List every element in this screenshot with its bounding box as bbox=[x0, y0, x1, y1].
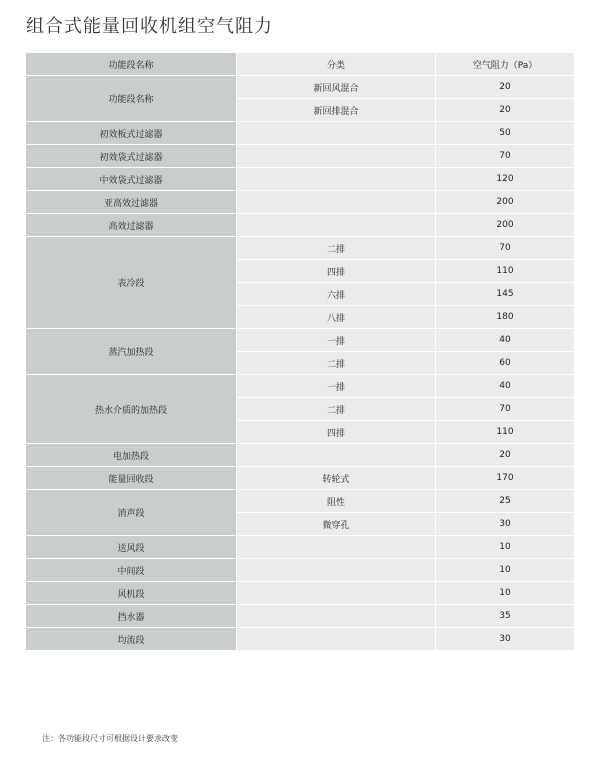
air-resistance-cell: 70 bbox=[436, 237, 575, 260]
air-resistance-cell: 40 bbox=[436, 329, 575, 352]
table-row bbox=[26, 536, 575, 559]
category-cell: 二排 bbox=[237, 398, 436, 421]
category-cell: 二排 bbox=[237, 237, 436, 260]
air-resistance-cell: 20 bbox=[436, 444, 575, 467]
function-section-name: 表冷段 bbox=[26, 237, 237, 329]
table-row bbox=[26, 467, 575, 490]
category-cell bbox=[237, 444, 436, 467]
air-resistance-cell: 35 bbox=[436, 605, 575, 628]
category-cell bbox=[237, 145, 436, 168]
air-resistance-cell: 20 bbox=[436, 99, 575, 122]
category-cell bbox=[237, 122, 436, 145]
category-cell bbox=[237, 628, 436, 651]
air-resistance-cell: 50 bbox=[436, 122, 575, 145]
function-section-name: 均流段 bbox=[26, 628, 237, 651]
air-resistance-cell: 120 bbox=[436, 168, 575, 191]
footnote: 注：各功能段尺寸可根据设计要求改变 bbox=[42, 734, 178, 743]
category-cell bbox=[237, 536, 436, 559]
air-resistance-cell: 200 bbox=[436, 214, 575, 237]
category-cell: 一排 bbox=[237, 329, 436, 352]
table-row bbox=[26, 582, 575, 605]
function-section-name: 蒸汽加热段 bbox=[26, 329, 237, 375]
category-cell: 一排 bbox=[237, 375, 436, 398]
function-section-name: 挡水器 bbox=[26, 605, 237, 628]
table-row bbox=[26, 145, 575, 168]
header-function-section: 功能段名称 bbox=[26, 53, 237, 76]
table-row bbox=[26, 168, 575, 191]
air-resistance-cell: 200 bbox=[436, 191, 575, 214]
air-resistance-cell: 170 bbox=[436, 467, 575, 490]
table-row bbox=[26, 329, 575, 352]
category-cell: 六排 bbox=[237, 283, 436, 306]
table-row bbox=[26, 490, 575, 513]
function-section-name: 能量回收段 bbox=[26, 467, 237, 490]
function-section-name: 送风段 bbox=[26, 536, 237, 559]
air-resistance-cell: 180 bbox=[436, 306, 575, 329]
air-resistance-cell: 110 bbox=[436, 260, 575, 283]
air-resistance-cell: 40 bbox=[436, 375, 575, 398]
table-row bbox=[26, 444, 575, 467]
air-resistance-cell: 70 bbox=[436, 145, 575, 168]
air-resistance-cell: 110 bbox=[436, 421, 575, 444]
category-cell bbox=[237, 168, 436, 191]
page-title: 组合式能量回收机组空气阻力 bbox=[26, 16, 273, 37]
category-cell: 八排 bbox=[237, 306, 436, 329]
function-section-name: 消声段 bbox=[26, 490, 237, 536]
air-resistance-cell: 10 bbox=[436, 559, 575, 582]
function-section-name: 高效过滤器 bbox=[26, 214, 237, 237]
table-row bbox=[26, 122, 575, 145]
air-resistance-table bbox=[25, 52, 575, 651]
category-cell bbox=[237, 582, 436, 605]
function-section-name: 电加热段 bbox=[26, 444, 237, 467]
air-resistance-cell: 145 bbox=[436, 283, 575, 306]
category-cell: 新回排混合 bbox=[237, 99, 436, 122]
function-section-name: 初效袋式过滤器 bbox=[26, 145, 237, 168]
table-row bbox=[26, 214, 575, 237]
category-cell: 转轮式 bbox=[237, 467, 436, 490]
category-cell bbox=[237, 605, 436, 628]
function-section-name: 初效板式过滤器 bbox=[26, 122, 237, 145]
function-section-name: 中效袋式过滤器 bbox=[26, 168, 237, 191]
air-resistance-cell: 10 bbox=[436, 536, 575, 559]
category-cell bbox=[237, 559, 436, 582]
category-cell: 新回风混合 bbox=[237, 76, 436, 99]
category-cell bbox=[237, 214, 436, 237]
function-section-name: 热水介质的加热段 bbox=[26, 375, 237, 444]
function-section-name: 亚高效过滤器 bbox=[26, 191, 237, 214]
category-cell bbox=[237, 191, 436, 214]
air-resistance-cell: 60 bbox=[436, 352, 575, 375]
air-resistance-cell: 25 bbox=[436, 490, 575, 513]
category-cell: 四排 bbox=[237, 260, 436, 283]
table-header-row bbox=[26, 53, 575, 76]
table-row bbox=[26, 559, 575, 582]
category-cell: 微穿孔 bbox=[237, 513, 436, 536]
function-section-name: 风机段 bbox=[26, 582, 237, 605]
table-row bbox=[26, 605, 575, 628]
air-resistance-cell: 10 bbox=[436, 582, 575, 605]
function-section-name: 功能段名称 bbox=[26, 76, 237, 122]
header-category: 分类 bbox=[237, 53, 436, 76]
category-cell: 二排 bbox=[237, 352, 436, 375]
air-resistance-cell: 20 bbox=[436, 76, 575, 99]
table-row bbox=[26, 375, 575, 398]
table-row bbox=[26, 628, 575, 651]
table-row bbox=[26, 191, 575, 214]
function-section-name: 中间段 bbox=[26, 559, 237, 582]
table-row bbox=[26, 237, 575, 260]
air-resistance-cell: 30 bbox=[436, 513, 575, 536]
category-cell: 四排 bbox=[237, 421, 436, 444]
air-resistance-cell: 30 bbox=[436, 628, 575, 651]
category-cell: 阻性 bbox=[237, 490, 436, 513]
table-row bbox=[26, 76, 575, 99]
header-air-resistance: 空气阻力（Pa） bbox=[436, 53, 575, 76]
air-resistance-cell: 70 bbox=[436, 398, 575, 421]
